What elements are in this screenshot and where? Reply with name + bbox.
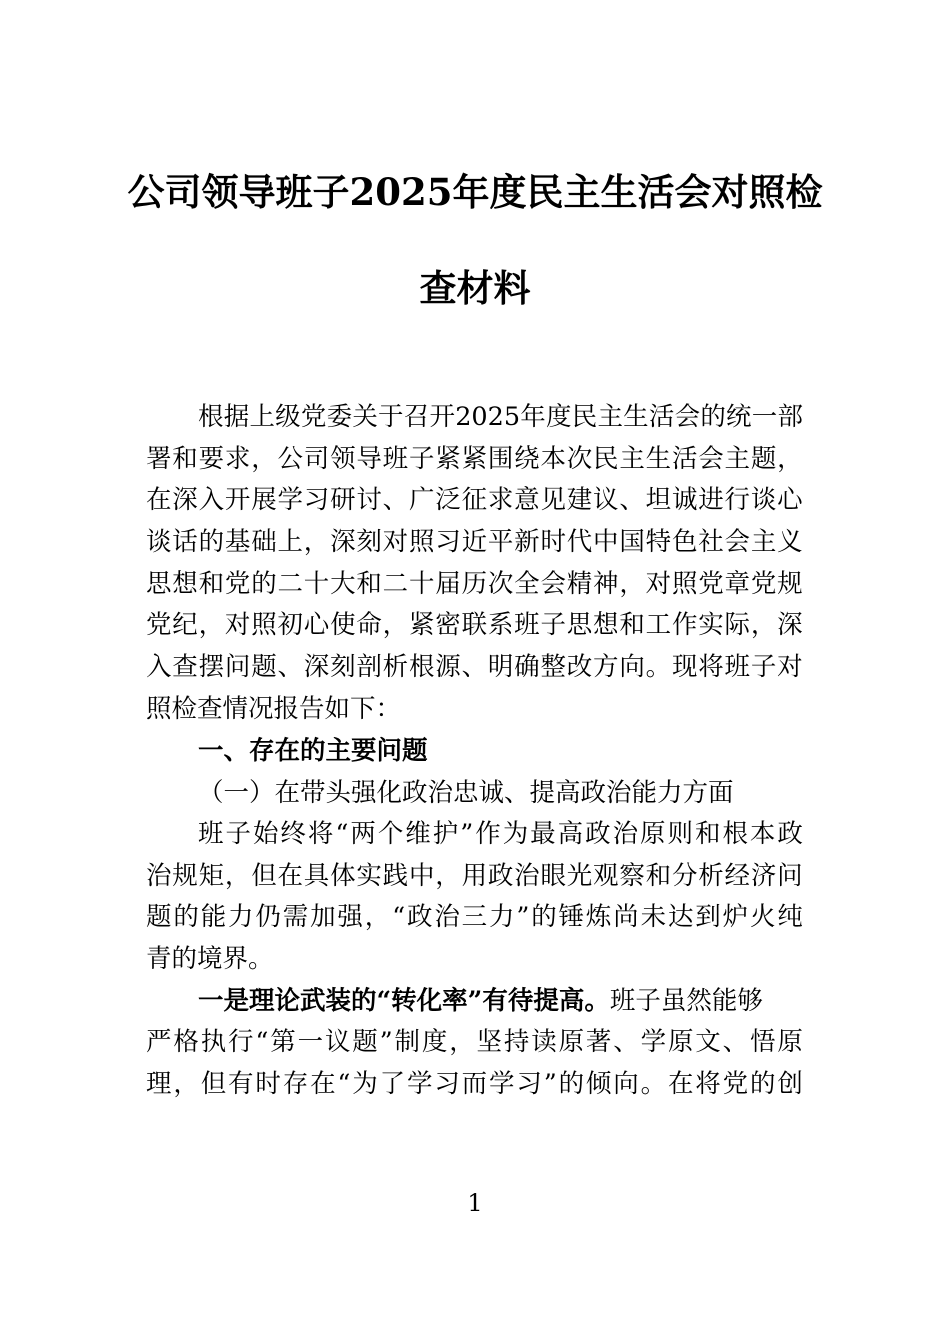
paragraph-3-line-3: 理 ， 但 有 时 存 在 “ 为 了 学 习 而 学 习 ” 的 倾 向 。 在 将 党 的 创 [146,1069,803,1099]
document-title-line-2: 查材料 [419,266,531,310]
paragraph-2-line-3: 题 的 能 力 仍 需 加 强 ， “ 政 治 三 力 ” 的 锤 炼 尚 未 达 到 炉 火 纯 [146,902,803,933]
paragraph-3-line-2: 严 格 执 行 “ 第 一 议 题 ” 制 度 ， 坚 持 读 原 著 、 学 原 文 、 悟 原 [146,1027,803,1058]
paragraph-3-line-1 [146,981,803,1023]
document-body [146,397,803,1106]
paragraph-1-line-4: 谈 话 的 基 础 上 ， 深 刻 对 照 习 近 平 新 时 代 中 国 特 色 社 会 主 义 [146,527,803,558]
paragraph-3-bold-lead: 一是理论武装的“转化率”有待提高。 [198,985,610,1016]
paragraph-2-line-1: 班 子 始 终 将 “ 两 个 维 护 ” 作 为 最 高 政 治 原 则 和 根 本 政 [198,818,803,849]
section-heading-1: 一、存在的主要问题 [198,735,428,766]
paragraph-1-line-6: 党 纪 ， 对 照 初 心 使 命 ， 紧 密 联 系 班 子 思 想 和 工 作 实 际 ， 深 [146,610,803,641]
paragraph-1-line-3: 在 深 入 开 展 学 习 研 讨 、 广 泛 征 求 意 见 建 议 、 坦 诚 进 行 谈 心 [146,485,803,516]
paragraph-3-line-1-rest: 班子虽然能够 [609,985,763,1016]
document-title-line-1: 公司领导班子2025年度民主生活会对照检 [127,170,823,214]
paragraph-1-line-7: 入 查 摆 问 题 、 深 刻 剖 析 根 源 、 明 确 整 改 方 向 。 现 将 班 子 对 [146,652,803,683]
page-number: 1 [467,1189,483,1217]
section-heading-2: （一）在带头强化政治忠诚、提高政治能力方面 [198,778,734,808]
paragraph-2-line-2: 治 规 矩 ， 但 在 具 体 实 践 中 ， 用 政 治 眼 光 观 察 和 分 析 经 济 问 [146,860,803,891]
paragraph-1-line-5: 思 想 和 党 的 二 十 大 和 二 十 届 历 次 全 会 精 神 ， 对 照 党 章 党 规 [146,568,803,599]
paragraph-2-line-4: 青的境界。 [146,943,274,974]
paragraph-1-line-2: 署 和 要 求 ， 公 司 领 导 班 子 紧 紧 围 绕 本 次 民 主 生 活 会 主 题 ， [146,443,803,474]
paragraph-1-line-1: 根 据 上 级 党 委 关 于 召 开 2025 年 度 民 主 生 活 会 的 统 一 部 [198,402,803,432]
paragraph-1-line-8: 照检查情况报告如下： [146,693,402,724]
